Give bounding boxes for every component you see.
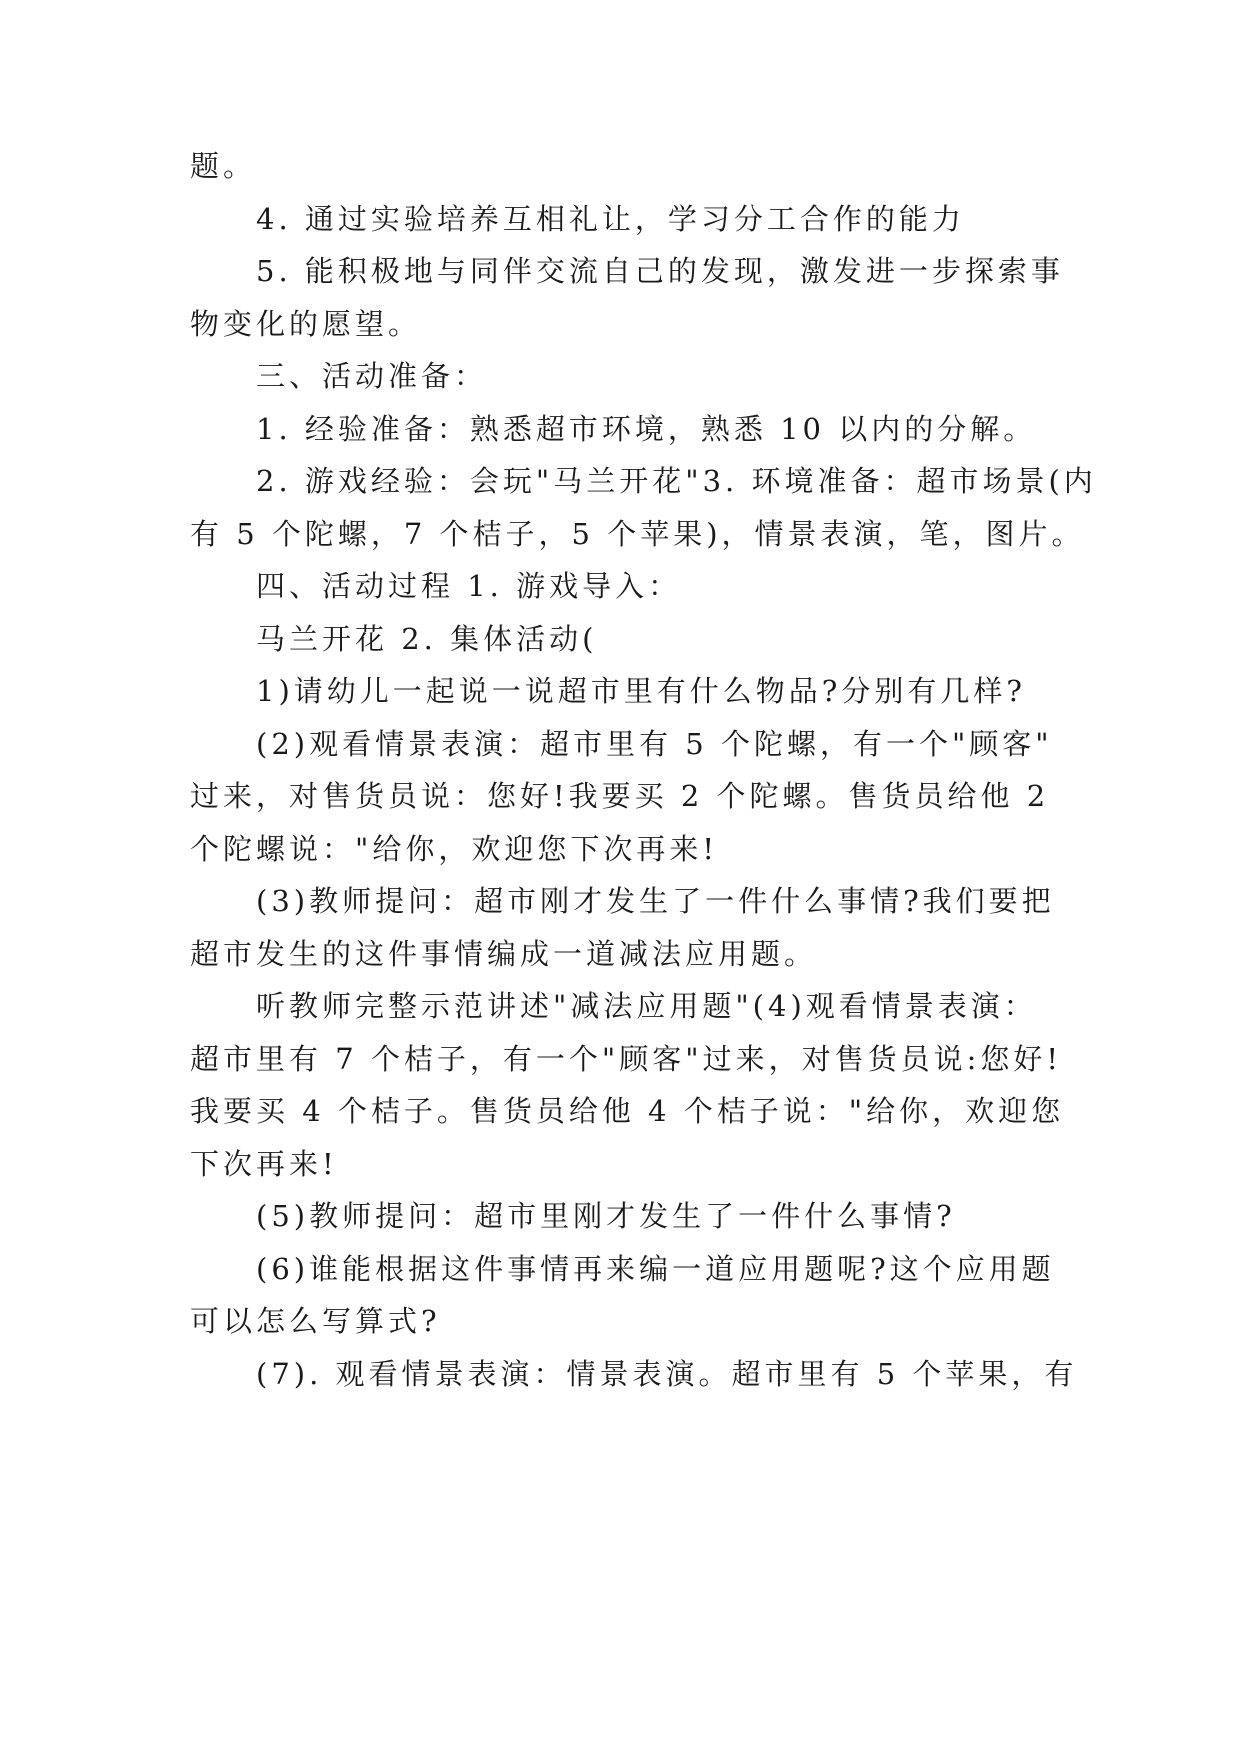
text-line: (3)教师提问：超市刚才发生了一件什么事情?我们要把: [256, 884, 1055, 918]
text-line: 有 5 个陀螺，7 个桔子，5 个苹果)，情景表演，笔，图片。: [190, 517, 1085, 551]
text-line: 1)请幼儿一起说一说超市里有什么物品?分别有几样?: [256, 674, 1026, 708]
text-line: 下次再来!: [190, 1147, 338, 1181]
text-line: (5)教师提问：超市里刚才发生了一件什么事情?: [256, 1199, 956, 1233]
text-line: 5. 能积极地与同伴交流自己的发现，激发进一步探索事: [256, 254, 1064, 288]
text-line: 个陀螺说："给你，欢迎您下次再来!: [190, 832, 718, 866]
text-line: 超市里有 7 个桔子，有一个"顾客"过来，对售货员说:您好!: [190, 1042, 1062, 1076]
text-line: 可以怎么写算式?: [190, 1304, 441, 1338]
section-heading: 四、活动过程 1. 游戏导入：: [256, 569, 682, 603]
text-line: 听教师完整示范讲述"减法应用题"(4)观看情景表演：: [256, 989, 1037, 1023]
text-line: (2)观看情景表演：超市里有 5 个陀螺，有一个"顾客": [256, 727, 1053, 761]
text-line: 马兰开花 2. 集体活动(: [256, 622, 598, 656]
text-line: 我要买 4 个桔子。售货员给他 4 个桔子说："给你，欢迎您: [190, 1094, 1065, 1128]
text-line: 物变化的愿望。: [190, 307, 422, 341]
section-heading: 三、活动准备：: [256, 359, 488, 393]
text-line: (7). 观看情景表演：情景表演。超市里有 5 个苹果，有: [256, 1357, 1078, 1391]
text-line: 1. 经验准备：熟悉超市环境，熟悉 10 以内的分解。: [256, 412, 1037, 446]
text-line: 4. 通过实验培养互相礼让，学习分工合作的能力: [256, 202, 965, 236]
text-line: 题。: [190, 149, 257, 183]
text-line: 2. 游戏经验：会玩"马兰开花"3. 环境准备：超市场景(内: [256, 464, 1097, 498]
text-line: 过来，对售货员说：您好!我要买 2 个陀螺。售货员给他 2: [190, 779, 1050, 813]
text-line: (6)谁能根据这件事情再来编一道应用题呢?这个应用题: [256, 1252, 1055, 1286]
text-line: 超市发生的这件事情编成一道减法应用题。: [190, 937, 818, 971]
